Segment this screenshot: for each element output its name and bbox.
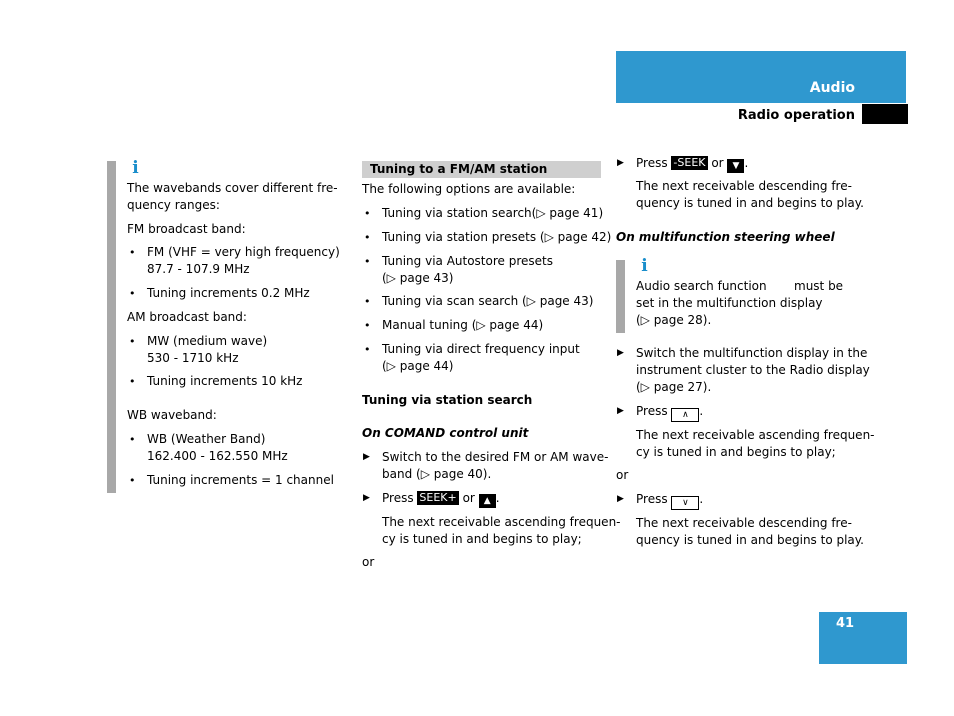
note-text: Audio search function <box>636 279 767 293</box>
bullet-icon: • <box>129 287 136 300</box>
list-item: WB (Weather Band) <box>147 432 266 446</box>
info-text: quency ranges: <box>127 198 220 212</box>
paragraph: The following options are available: <box>362 182 576 196</box>
result-text: The next receivable ascending frequen- <box>382 515 621 529</box>
press-label: Press <box>636 492 668 506</box>
or-label: or <box>711 156 724 170</box>
am-label: AM broadcast band: <box>127 310 247 324</box>
step-text: band (▷ page 40). <box>382 467 492 481</box>
result-text: The next receivable descending fre- <box>636 179 852 193</box>
step-text: Switch to the desired FM or AM wave- <box>382 450 609 464</box>
step-text <box>636 155 748 173</box>
up-arrow-key-icon: ▲ <box>479 494 496 508</box>
note-text: must be <box>794 279 844 293</box>
list-item: Tuning via scan search (▷ page 43) <box>382 294 594 308</box>
bullet-icon: • <box>129 335 136 348</box>
list-item: Tuning increments 10 kHz <box>147 374 303 388</box>
period: . <box>744 156 749 170</box>
list-item: Manual tuning (▷ page 44) <box>382 318 544 332</box>
period: . <box>495 491 500 505</box>
result-text: cy is tuned in and begins to play; <box>636 445 836 459</box>
fm-label: FM broadcast band: <box>127 222 246 236</box>
period: . <box>699 492 704 506</box>
list-item: 530 - 1710 kHz <box>147 351 239 365</box>
step-text <box>636 491 703 510</box>
or-label: or <box>462 491 475 505</box>
list-item: Tuning increments = 1 channel <box>147 473 334 487</box>
step-text: (▷ page 27). <box>636 380 712 394</box>
steering-down-button-icon: ∨ <box>671 496 699 510</box>
wb-label: WB waveband: <box>127 408 217 422</box>
info-box-bar <box>107 161 116 493</box>
info-text: The wavebands cover different fre- <box>127 181 338 195</box>
period: . <box>699 404 704 418</box>
subheading-italic: On multifunction steering wheel <box>616 230 835 244</box>
step-text <box>382 490 500 508</box>
note-box-bar <box>616 260 625 333</box>
arrow-icon: ▶ <box>363 452 370 462</box>
bullet-icon: • <box>364 295 371 308</box>
list-item: MW (medium wave) <box>147 334 268 348</box>
list-item: Tuning increments 0.2 MHz <box>147 286 310 300</box>
list-item: Tuning via Autostore presets <box>382 254 553 268</box>
bullet-icon: • <box>129 375 136 388</box>
press-label: Press <box>382 491 414 505</box>
or-text: or <box>616 468 629 482</box>
list-item: (▷ page 44) <box>382 359 454 373</box>
arrow-icon: ▶ <box>617 494 624 504</box>
subheading-italic: On COMAND control unit <box>362 426 529 440</box>
bullet-icon: • <box>364 343 371 356</box>
result-text: quency is tuned in and begins to play. <box>636 533 864 547</box>
bullet-icon: • <box>129 246 136 259</box>
seek-minus-key: -SEEK <box>673 156 706 169</box>
list-item: 162.400 - 162.550 MHz <box>147 449 288 463</box>
list-item: FM (VHF = very high frequency) <box>147 245 340 259</box>
step-text: Switch the multifunction display in the <box>636 346 868 360</box>
or-text: or <box>362 555 375 569</box>
result-text: The next receivable ascending frequen- <box>636 428 875 442</box>
section-heading: Tuning to a FM/AM station <box>370 162 548 176</box>
section-title: Audio <box>809 80 855 96</box>
steering-up-button-icon: ∧ <box>671 408 699 422</box>
press-label: Press <box>636 156 668 170</box>
step-text: instrument cluster to the Radio display <box>636 363 870 377</box>
bullet-icon: • <box>364 207 371 220</box>
bullet-icon: • <box>129 433 136 446</box>
arrow-icon: ▶ <box>617 348 624 358</box>
subheading: Tuning via station search <box>362 393 533 407</box>
info-icon: i <box>132 158 139 178</box>
down-arrow-key-icon: ▼ <box>727 159 744 173</box>
header-band <box>616 51 906 103</box>
page-number: 41 <box>835 616 855 631</box>
list-item: 87.7 - 107.9 MHz <box>147 262 250 276</box>
result-text: cy is tuned in and begins to play; <box>382 532 582 546</box>
bullet-icon: • <box>129 474 136 487</box>
result-text: quency is tuned in and begins to play. <box>636 196 864 210</box>
note-text: (▷ page 28). <box>636 313 712 327</box>
list-item: Tuning via direct frequency input <box>382 342 580 356</box>
subsection-marker <box>862 104 908 124</box>
step-text <box>636 403 703 422</box>
list-item: Tuning via station presets (▷ page 42) <box>382 230 612 244</box>
bullet-icon: • <box>364 319 371 332</box>
subsection-title: Radio operation <box>737 108 855 123</box>
list-item: (▷ page 43) <box>382 271 454 285</box>
arrow-icon: ▶ <box>617 158 624 168</box>
note-text: set in the multifunction display <box>636 296 823 310</box>
info-icon: i <box>641 256 648 276</box>
result-text: The next receivable descending fre- <box>636 516 852 530</box>
press-label: Press <box>636 404 668 418</box>
arrow-icon: ▶ <box>617 406 624 416</box>
seek-plus-key: SEEK+ <box>419 491 457 504</box>
bullet-icon: • <box>364 231 371 244</box>
bullet-icon: • <box>364 255 371 268</box>
list-item: Tuning via station search(▷ page 41) <box>382 206 604 220</box>
arrow-icon: ▶ <box>363 493 370 503</box>
